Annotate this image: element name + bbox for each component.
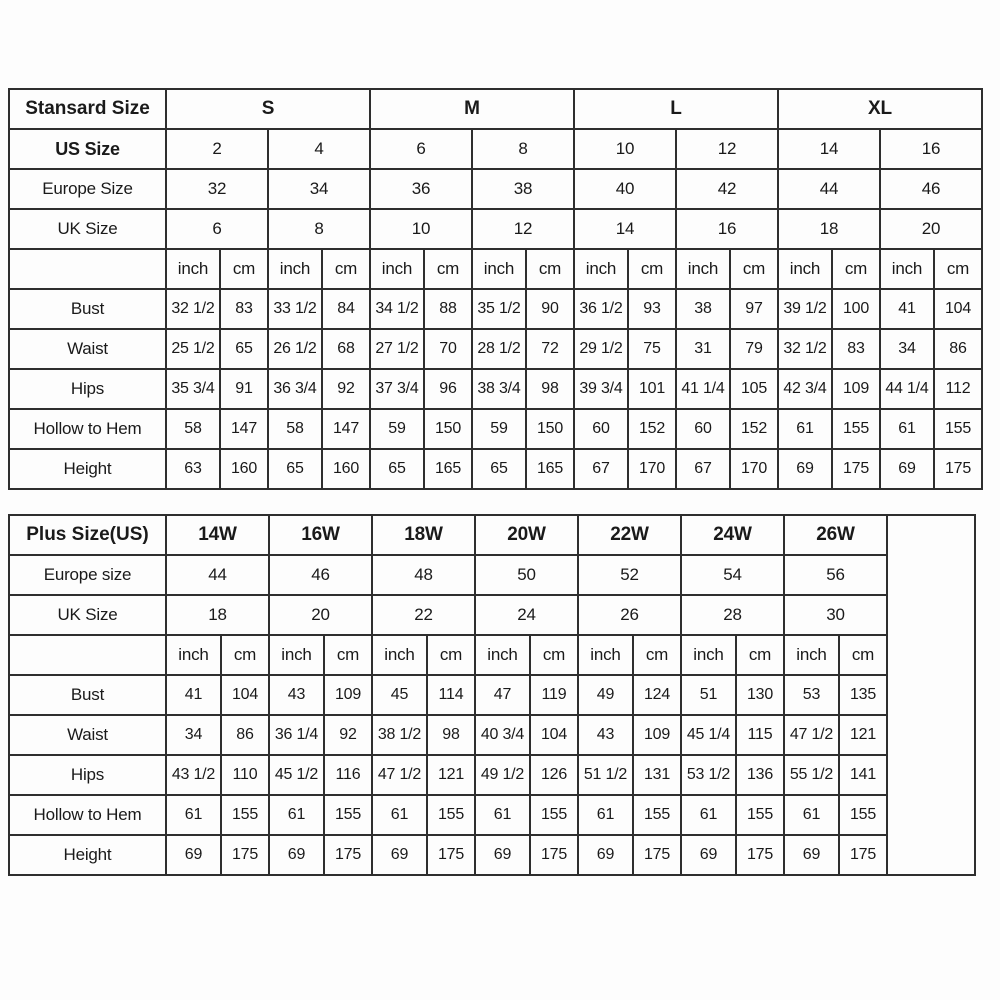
height-value: 175 [221,835,269,875]
hips-value: 110 [221,755,269,795]
hollow-to-hem-value: 155 [530,795,578,835]
hollow-to-hem-value: 155 [324,795,372,835]
hips-value: 41 1/4 [676,369,730,409]
hips-row [9,369,982,409]
hollow-to-hem-value: 155 [839,795,887,835]
size-group-header-24w: 24W [681,515,784,555]
row-label-hips: Hips [9,369,166,409]
europe-size-value: 36 [370,169,472,209]
size-group-row [9,515,975,555]
standard-size-table [8,88,983,490]
height-value: 165 [526,449,574,489]
hips-value: 91 [220,369,268,409]
europe-size-value: 34 [268,169,370,209]
bust-value: 38 [676,289,730,329]
europe-size-row [9,555,975,595]
hips-value: 96 [424,369,472,409]
bust-value: 93 [628,289,676,329]
hips-value: 43 1/2 [166,755,221,795]
waist-value: 65 [220,329,268,369]
uk-size-value: 26 [578,595,681,635]
europe-size-value: 38 [472,169,574,209]
waist-value: 29 1/2 [574,329,628,369]
height-value: 175 [324,835,372,875]
waist-value: 121 [839,715,887,755]
waist-value: 28 1/2 [472,329,526,369]
bust-value: 100 [832,289,880,329]
hollow-to-hem-value: 61 [681,795,736,835]
height-value: 175 [633,835,681,875]
hips-value: 36 3/4 [268,369,322,409]
row-label-waist: Waist [9,715,166,755]
cm-unit-label: cm [424,249,472,289]
height-row [9,835,975,875]
hollow-to-hem-value: 155 [832,409,880,449]
inch-unit-label: inch [269,635,324,675]
height-value: 160 [220,449,268,489]
height-value: 65 [370,449,424,489]
hollow-to-hem-value: 59 [472,409,526,449]
inch-unit-label: inch [676,249,730,289]
hollow-to-hem-value: 59 [370,409,424,449]
hips-value: 53 1/2 [681,755,736,795]
uk-size-value: 10 [370,209,472,249]
height-value: 69 [166,835,221,875]
bust-value: 41 [166,675,221,715]
waist-value: 34 [880,329,934,369]
height-value: 65 [268,449,322,489]
waist-value: 38 1/2 [372,715,427,755]
hollow-to-hem-row [9,795,975,835]
cm-unit-label: cm [934,249,982,289]
inch-unit-label: inch [880,249,934,289]
waist-value: 83 [832,329,880,369]
row-label-uk-size: UK Size [9,209,166,249]
hips-value: 126 [530,755,578,795]
bust-value: 130 [736,675,784,715]
hollow-to-hem-value: 152 [628,409,676,449]
us-size-value: 4 [268,129,370,169]
waist-value: 86 [221,715,269,755]
hollow-to-hem-value: 61 [269,795,324,835]
row-label-waist: Waist [9,329,166,369]
row-label-europe-size: Europe size [9,555,166,595]
bust-value: 49 [578,675,633,715]
uk-size-value: 28 [681,595,784,635]
height-value: 63 [166,449,220,489]
height-value: 67 [574,449,628,489]
europe-size-value: 46 [880,169,982,209]
uk-size-value: 14 [574,209,676,249]
bust-value: 33 1/2 [268,289,322,329]
bust-value: 34 1/2 [370,289,424,329]
uk-size-value: 30 [784,595,887,635]
waist-value: 31 [676,329,730,369]
hollow-to-hem-value: 155 [633,795,681,835]
europe-size-row [9,169,982,209]
hips-value: 39 3/4 [574,369,628,409]
hips-value: 141 [839,755,887,795]
height-value: 175 [427,835,475,875]
bust-value: 53 [784,675,839,715]
uk-size-value: 8 [268,209,370,249]
size-group-row [9,89,982,129]
hips-value: 105 [730,369,778,409]
bust-row [9,289,982,329]
row-label-uk-size: UK Size [9,595,166,635]
waist-value: 25 1/2 [166,329,220,369]
hollow-to-hem-value: 60 [574,409,628,449]
europe-size-value: 54 [681,555,784,595]
height-value: 175 [934,449,982,489]
height-value: 170 [730,449,778,489]
waist-value: 92 [324,715,372,755]
waist-value: 70 [424,329,472,369]
bust-value: 88 [424,289,472,329]
uk-size-row [9,595,975,635]
hips-value: 92 [322,369,370,409]
inch-unit-label: inch [472,249,526,289]
hollow-to-hem-value: 58 [268,409,322,449]
bust-value: 43 [269,675,324,715]
cm-unit-label: cm [322,249,370,289]
height-value: 160 [322,449,370,489]
bust-value: 45 [372,675,427,715]
inch-unit-label: inch [372,635,427,675]
hips-value: 35 3/4 [166,369,220,409]
inch-unit-label: inch [578,635,633,675]
waist-value: 40 3/4 [475,715,530,755]
hollow-to-hem-value: 150 [424,409,472,449]
hips-value: 116 [324,755,372,795]
size-group-header-xl: XL [778,89,982,129]
cm-unit-label: cm [526,249,574,289]
size-group-header-s: S [166,89,370,129]
hollow-to-hem-value: 147 [322,409,370,449]
row-label-hips: Hips [9,755,166,795]
hollow-to-hem-value: 61 [784,795,839,835]
row-label-bust: Bust [9,289,166,329]
hips-value: 112 [934,369,982,409]
row-label-height: Height [9,449,166,489]
inch-unit-label: inch [370,249,424,289]
uk-size-value: 24 [475,595,578,635]
bust-value: 124 [633,675,681,715]
size-group-header-18w: 18W [372,515,475,555]
empty-column [887,515,975,875]
bust-value: 97 [730,289,778,329]
europe-size-value: 50 [475,555,578,595]
us-size-value: 16 [880,129,982,169]
bust-value: 51 [681,675,736,715]
cm-unit-label: cm [221,635,269,675]
waist-value: 26 1/2 [268,329,322,369]
hips-value: 38 3/4 [472,369,526,409]
waist-value: 72 [526,329,574,369]
waist-value: 36 1/4 [269,715,324,755]
inch-unit-label: inch [166,635,221,675]
size-group-header-m: M [370,89,574,129]
hollow-to-hem-value: 61 [372,795,427,835]
europe-size-value: 44 [778,169,880,209]
size-group-header-20w: 20W [475,515,578,555]
hollow-to-hem-value: 152 [730,409,778,449]
size-group-header-16w: 16W [269,515,372,555]
europe-size-value: 48 [372,555,475,595]
europe-size-value: 52 [578,555,681,595]
hollow-to-hem-value: 61 [578,795,633,835]
us-size-row [9,129,982,169]
height-value: 69 [880,449,934,489]
bust-value: 109 [324,675,372,715]
plus-size-chart-title: Plus Size(US) [9,515,166,555]
inch-unit-label: inch [475,635,530,675]
hips-value: 55 1/2 [784,755,839,795]
height-value: 69 [681,835,736,875]
cm-unit-label: cm [839,635,887,675]
size-group-header-14w: 14W [166,515,269,555]
hollow-to-hem-value: 58 [166,409,220,449]
size-group-header-22w: 22W [578,515,681,555]
bust-value: 36 1/2 [574,289,628,329]
europe-size-value: 46 [269,555,372,595]
size-group-header-26w: 26W [784,515,887,555]
hollow-to-hem-value: 155 [221,795,269,835]
waist-value: 86 [934,329,982,369]
cm-unit-label: cm [324,635,372,675]
height-value: 69 [784,835,839,875]
waist-value: 27 1/2 [370,329,424,369]
inch-unit-label: inch [778,249,832,289]
cm-unit-label: cm [736,635,784,675]
bust-value: 135 [839,675,887,715]
hips-value: 44 1/4 [880,369,934,409]
inch-unit-label: inch [166,249,220,289]
europe-size-value: 44 [166,555,269,595]
uk-size-value: 16 [676,209,778,249]
cm-unit-label: cm [633,635,681,675]
bust-value: 84 [322,289,370,329]
hollow-to-hem-value: 61 [166,795,221,835]
bust-value: 104 [934,289,982,329]
height-value: 69 [475,835,530,875]
inch-unit-label: inch [681,635,736,675]
uk-size-value: 6 [166,209,268,249]
row-label-height: Height [9,835,166,875]
cm-unit-label: cm [832,249,880,289]
us-size-value: 10 [574,129,676,169]
us-size-value: 6 [370,129,472,169]
cm-unit-label: cm [530,635,578,675]
height-value: 170 [628,449,676,489]
hips-value: 101 [628,369,676,409]
us-size-value: 2 [166,129,268,169]
bust-value: 83 [220,289,268,329]
europe-size-value: 42 [676,169,778,209]
row-label-bust: Bust [9,675,166,715]
hollow-to-hem-value: 155 [934,409,982,449]
hips-value: 98 [526,369,574,409]
waist-value: 115 [736,715,784,755]
plus-size-table [8,514,976,876]
us-size-value: 14 [778,129,880,169]
height-value: 65 [472,449,526,489]
hollow-to-hem-value: 60 [676,409,730,449]
unit-row [9,635,975,675]
row-label-hollow-to-hem: Hollow to Hem [9,795,166,835]
hollow-to-hem-value: 155 [736,795,784,835]
cm-unit-label: cm [730,249,778,289]
hollow-to-hem-value: 147 [220,409,268,449]
waist-value: 32 1/2 [778,329,832,369]
inch-unit-label: inch [784,635,839,675]
us-size-value: 8 [472,129,574,169]
height-value: 175 [832,449,880,489]
uk-size-value: 18 [778,209,880,249]
inch-unit-label: inch [268,249,322,289]
waist-value: 75 [628,329,676,369]
bust-row [9,675,975,715]
waist-value: 68 [322,329,370,369]
unit-row-spacer [9,249,166,289]
height-value: 175 [530,835,578,875]
cm-unit-label: cm [427,635,475,675]
bust-value: 47 [475,675,530,715]
bust-value: 41 [880,289,934,329]
hips-value: 42 3/4 [778,369,832,409]
waist-row [9,329,982,369]
uk-size-value: 22 [372,595,475,635]
bust-value: 114 [427,675,475,715]
waist-value: 47 1/2 [784,715,839,755]
cm-unit-label: cm [628,249,676,289]
hips-value: 131 [633,755,681,795]
hollow-to-hem-value: 61 [475,795,530,835]
height-value: 67 [676,449,730,489]
bust-value: 119 [530,675,578,715]
hollow-to-hem-value: 155 [427,795,475,835]
waist-row [9,715,975,755]
height-value: 69 [269,835,324,875]
bust-value: 32 1/2 [166,289,220,329]
hips-row [9,755,975,795]
bust-value: 90 [526,289,574,329]
inch-unit-label: inch [574,249,628,289]
us-size-value: 12 [676,129,778,169]
unit-row [9,249,982,289]
hips-value: 37 3/4 [370,369,424,409]
standard-size-chart-title: Stansard Size [9,89,166,129]
hips-value: 136 [736,755,784,795]
uk-size-value: 12 [472,209,574,249]
hips-value: 47 1/2 [372,755,427,795]
uk-size-value: 20 [269,595,372,635]
bust-value: 104 [221,675,269,715]
uk-size-value: 20 [880,209,982,249]
row-label-us-size: US Size [9,129,166,169]
bust-value: 39 1/2 [778,289,832,329]
hollow-to-hem-value: 61 [778,409,832,449]
hips-value: 109 [832,369,880,409]
unit-row-spacer [9,635,166,675]
hips-value: 51 1/2 [578,755,633,795]
waist-value: 34 [166,715,221,755]
height-row [9,449,982,489]
waist-value: 79 [730,329,778,369]
hips-value: 121 [427,755,475,795]
bust-value: 35 1/2 [472,289,526,329]
uk-size-row [9,209,982,249]
cm-unit-label: cm [220,249,268,289]
size-group-header-l: L [574,89,778,129]
waist-value: 104 [530,715,578,755]
height-value: 69 [778,449,832,489]
height-value: 165 [424,449,472,489]
height-value: 69 [372,835,427,875]
hollow-to-hem-row [9,409,982,449]
europe-size-value: 40 [574,169,676,209]
hollow-to-hem-value: 150 [526,409,574,449]
height-value: 69 [578,835,633,875]
height-value: 175 [839,835,887,875]
waist-value: 45 1/4 [681,715,736,755]
hips-value: 49 1/2 [475,755,530,795]
row-label-hollow-to-hem: Hollow to Hem [9,409,166,449]
uk-size-value: 18 [166,595,269,635]
europe-size-value: 56 [784,555,887,595]
waist-value: 98 [427,715,475,755]
row-label-europe-size: Europe Size [9,169,166,209]
height-value: 175 [736,835,784,875]
waist-value: 43 [578,715,633,755]
europe-size-value: 32 [166,169,268,209]
waist-value: 109 [633,715,681,755]
hips-value: 45 1/2 [269,755,324,795]
hollow-to-hem-value: 61 [880,409,934,449]
